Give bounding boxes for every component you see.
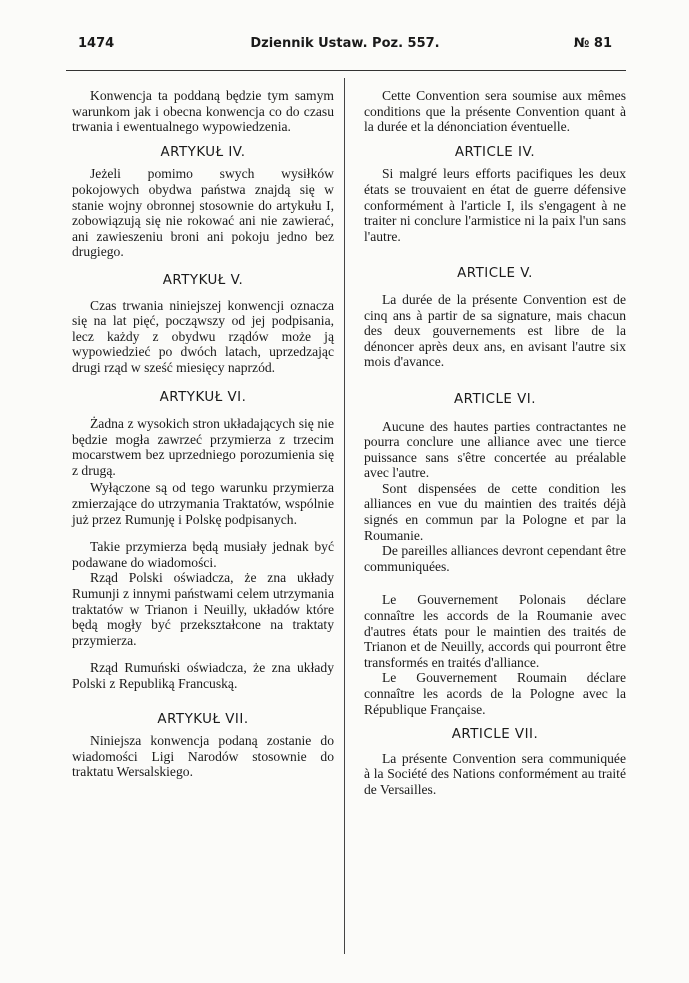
paragraph-article-6e: Rząd Rumuński oświadcza, że zna układy Polski z Republiką Francuską. — [72, 660, 334, 691]
paragraph-article-7-fr: La présente Convention sera communiquée à la Société des Nations conformément au traité de Versailles. — [364, 750, 626, 797]
paragraph-intro: Konwencja ta poddaną będzie tym samym warunkom jak i obecna konwencja co do czasu trwania i ewentualnego wypowiedzenia. — [72, 88, 334, 135]
paragraph-intro-fr: Cette Convention sera soumise aux mêmes conditions que la présente Convention quant à la durée et la dénonciation éventuelle. — [364, 88, 626, 135]
paragraph-article-6c: Takie przymierza będą musiały jednak być podawane do wiadomości. — [72, 539, 334, 570]
journal-title: Dziennik Ustaw. Poz. 557. — [250, 36, 440, 51]
header-rule — [66, 70, 626, 71]
issue-number: № 81 — [573, 36, 612, 51]
page-header — [78, 36, 612, 56]
heading-article-7: ARTYKUŁ VII. — [157, 711, 249, 727]
paragraph-article-6d: Rząd Polski oświadcza, że zna układy Rumunji z innymi państwami celem utrzymania traktatów w Trianon i Neuilly, układów które będą mogły być przekształcone na traktaty przymierza. — [72, 570, 334, 648]
polish-column — [72, 88, 334, 780]
heading-article-5-fr: ARTICLE V. — [457, 266, 533, 282]
paragraph-article-6a-fr: Aucune des hautes parties contractantes ne pourra conclure une alliance avec une tierce puissance sans s'être concertée au préalable avec l'autre. — [364, 418, 626, 481]
paragraph-article-7: Niniejsza konwencja podaną zostanie do wiadomości Ligi Narodów stosownie do traktatu Wersalskiego. — [72, 733, 334, 780]
heading-article-6-fr: ARTICLE VI. — [453, 391, 536, 407]
heading-article-6: ARTYKUŁ VI. — [159, 389, 247, 405]
paragraph-article-6b-fr: Sont dispensées de cette condition les alliances en vue du maintien des traités déjà signés en commun par la Pologne et par la Roumanie. — [364, 480, 626, 543]
paragraph-article-6a: Żadna z wysokich stron układających się nie będzie mogła zawrzeć przymierza z trzecim mocarstwem bez uprzedniego porozumienia się z drugą. — [72, 416, 334, 478]
heading-article-7-fr: ARTICLE VII. — [451, 727, 539, 743]
heading-article-4: ARTYKUŁ IV. — [160, 144, 246, 160]
paragraph-article-4-fr: Si malgré leurs efforts pacifiques les deux états se trouvaient en état de guerre défensive conformément à l'article I, ils s'engagent à ne traiter ni conclure l'armistice ni la paix l'un sans l'autre. — [364, 166, 626, 244]
paragraph-article-5-fr: La durée de la présente Convention est de cinq ans à partir de sa signature, mais chacun des deux gouvernements est libre de la dénoncer après deux ans, en avisant l'autre six mois d'avance. — [364, 291, 626, 370]
heading-article-5: ARTYKUŁ V. — [162, 272, 244, 288]
heading-article-4-fr: ARTICLE IV. — [454, 144, 536, 160]
page-number: 1474 — [78, 36, 115, 51]
paragraph-article-5: Czas trwania niniejszej konwencji oznacza się na lat pięć, począwszy od jej podpisania, lecz każdy z obydwu rządów może ją wypowiedzieć po dwóch latach, uprzedzając drugi rząd w sześć miesięcy naprzód. — [72, 297, 334, 375]
paragraph-article-6b: Wyłączone są od tego warunku przymierza zmierzające do utrzymania Traktatów, wspólnie już przez Rumunję i Polskę podpisanych. — [72, 480, 334, 527]
french-column — [364, 88, 626, 798]
column-divider — [344, 78, 345, 954]
paragraph-article-6c-fr: De pareilles alliances devront cependant être communiquées. — [364, 543, 626, 574]
paragraph-article-6d-fr: Le Gouvernement Polonais déclare connaître les accords de la Roumanie avec d'autres états pour le maintien des traités de Trianon et de Neuilly, accords qui pourront être transformés en traités d'alliance. — [364, 592, 626, 670]
paragraph-article-6e-fr: Le Gouvernement Roumain déclare connaître les acords de la Pologne avec la République Française. — [364, 670, 626, 717]
paragraph-article-4: Jeżeli pomimo swych wysiłków pokojowych obydwa państwa znajdą się w stanie wojny obronnej stosownie do artykułu I, zobowiązują się nie rokować ani nie zawierać, ani zawieszeniu broni ani pokoju jedno bez drugiego. — [72, 166, 334, 260]
